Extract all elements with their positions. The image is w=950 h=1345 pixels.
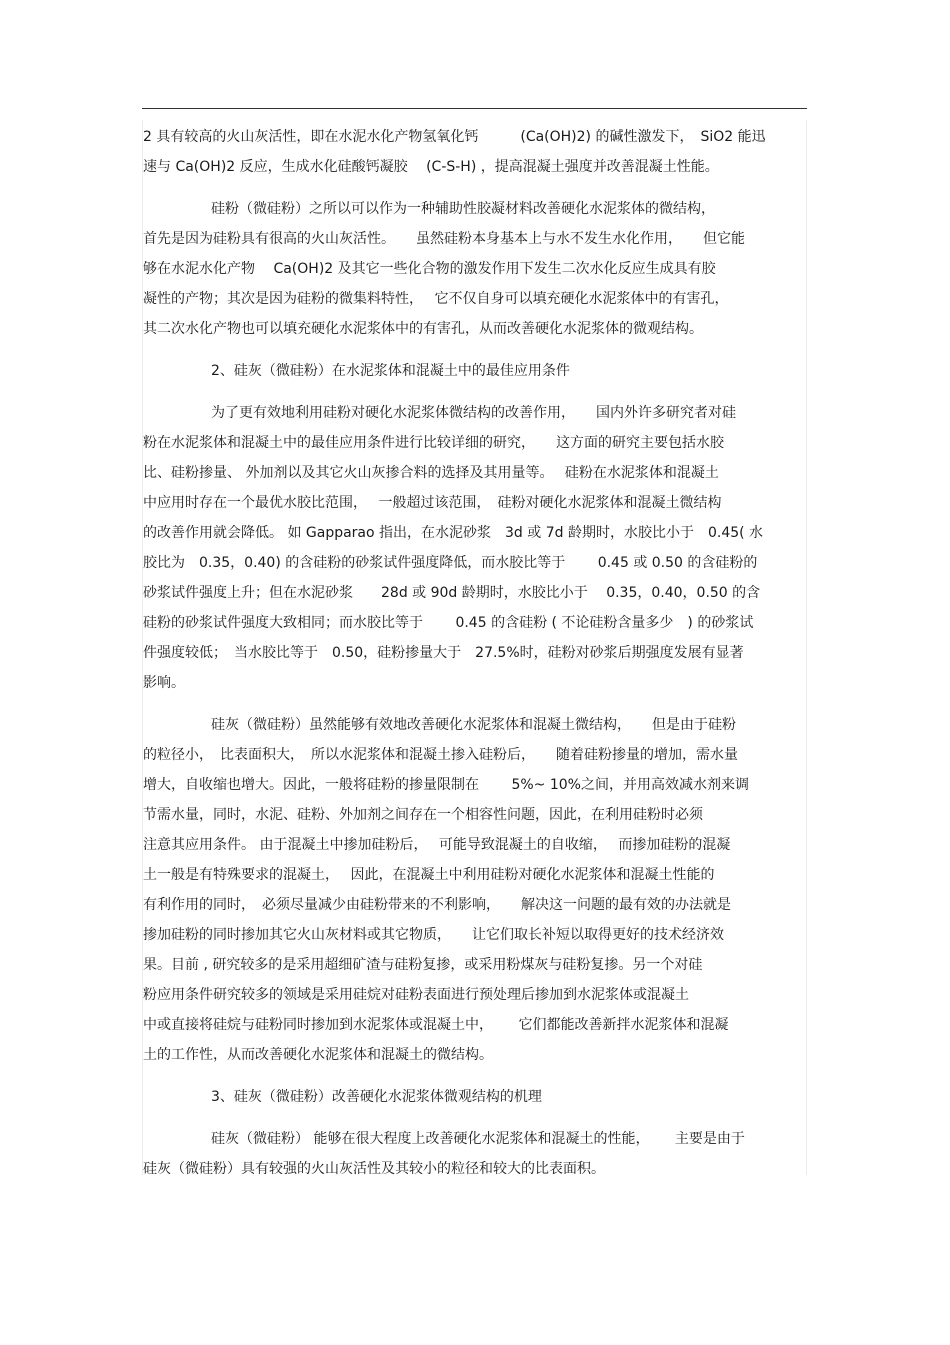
text-line: 2、硅灰（微硅粉）在水泥浆体和混凝土中的最佳应用条件: [211, 363, 570, 379]
text-line: 速与 Ca(OH)2 反应，生成水化硅酸钙凝胶 (C-S-H) ，提高混凝土强度并改善混凝土性能。: [143, 159, 719, 175]
text-line: 土的工作性，从而改善硬化水泥浆体和混凝土的微结构。: [143, 1047, 493, 1063]
text-line: 件强度较低； 当水胶比等于 0.50，硅粉掺量大于 27.5%时，硅粉对砂浆后期强度发展有显著: [143, 645, 744, 661]
paragraph-gap: [143, 182, 807, 194]
text-line: 砂浆试件强度上升；但在水泥砂浆 28d 或 90d 龄期时，水胶比小于 0.35，0.40，0.50 的含: [143, 585, 761, 601]
paragraph-gap: [143, 386, 807, 398]
text-line: 中应用时存在一个最优水胶比范围， 一般超过该范围， 硅粉对硬化水泥浆体和混凝土微结构: [143, 495, 722, 511]
text-line: 2 具有较高的火山灰活性，即在水泥水化产物氢氧化钙 (Ca(OH)2) 的碱性激发下， SiO2 能迅: [143, 129, 766, 145]
paragraph: [143, 1124, 807, 1184]
text-line: 其二次水化产物也可以填充硬化水泥浆体中的有害孔，从而改善硬化水泥浆体的微观结构。: [143, 321, 703, 337]
text-line: 土一般是有特殊要求的混凝土， 因此，在混凝土中利用硅粉对硬化水泥浆体和混凝土性能的: [143, 867, 715, 883]
document-body: [143, 122, 807, 1184]
text-line: 硅灰（微硅粉）具有较强的火山灰活性及其较小的粒径和较大的比表面积。: [143, 1161, 605, 1177]
text-line: 硅粉的砂浆试件强度大致相同；而水胶比等于 0.45 的含硅粉 ( 不论硅粉含量多少 ) 的砂浆试: [143, 615, 754, 631]
text-line: 果。目前 , 研究较多的是采用超细矿渣与硅粉复掺，或采用粉煤灰与硅粉复掺。另一个对硅: [143, 957, 703, 973]
text-line: 3、硅灰（微硅粉）改善硬化水泥浆体微观结构的机理: [211, 1089, 542, 1105]
paragraph-gap: [143, 1070, 807, 1082]
paragraph: [143, 1082, 807, 1112]
text-line: 为了更有效地利用硅粉对硬化水泥浆体微结构的改善作用， 国内外许多研究者对硅: [211, 405, 736, 421]
header-rule: [142, 108, 807, 109]
text-line: 的粒径小， 比表面积大， 所以水泥浆体和混凝土掺入硅粉后， 随着硅粉掺量的增加，需水量: [143, 747, 738, 763]
text-line: 胶比为 0.35，0.40) 的含硅粉的砂浆试件强度降低，而水胶比等于 0.45 或 0.50 的含硅粉的: [143, 555, 758, 571]
text-line: 硅粉（微硅粉）之所以可以作为一种辅助性胶凝材料改善硬化水泥浆体的微结构，: [211, 201, 715, 217]
paragraph-gap: [143, 698, 807, 710]
text-line: 注意其应用条件。 由于混凝土中掺加硅粉后， 可能导致混凝土的自收缩， 而掺加硅粉的混凝: [143, 837, 731, 853]
text-line: 节需水量，同时，水泥、硅粉、外加剂之间存在一个相容性问题，因此，在利用硅粉时必须: [143, 807, 703, 823]
text-line: 的改善作用就会降低。 如 Gapparao 指出，在水泥砂浆 3d 或 7d 龄期时，水胶比小于 0.45( 水: [143, 525, 764, 541]
text-line: 有利作用的同时， 必须尽量减少由硅粉带来的不利影响， 解决这一问题的最有效的办法就是: [143, 897, 731, 913]
paragraph: [143, 122, 807, 182]
text-line: 凝性的产物；其次是因为硅粉的微集料特性， 它不仅自身可以填充硬化水泥浆体中的有害孔，: [143, 291, 729, 307]
text-line: 影响。: [143, 675, 185, 691]
text-line: 首先是因为硅粉具有很高的火山灰活性。 虽然硅粉本身基本上与水不发生水化作用， 但它能: [143, 231, 745, 247]
text-line: 粉在水泥浆体和混凝土中的最佳应用条件进行比较详细的研究， 这方面的研究主要包括水胶: [143, 435, 724, 451]
text-line: 硅灰（微硅粉） 能够在很大程度上改善硬化水泥浆体和混凝土的性能， 主要是由于: [211, 1131, 745, 1147]
text-line: 硅灰（微硅粉）虽然能够有效地改善硬化水泥浆体和混凝土微结构， 但是由于硅粉: [211, 717, 736, 733]
text-line: 够在水泥水化产物 Ca(OH)2 及其它一些化合物的激发作用下发生二次水化反应生成具有胶: [143, 261, 716, 277]
text-line: 掺加硅粉的同时掺加其它火山灰材料或其它物质， 让它们取长补短以取得更好的技术经济效: [143, 927, 724, 943]
paragraph: [143, 398, 807, 698]
paragraph: [143, 194, 807, 344]
text-line: 粉应用条件研究较多的领域是采用硅烷对硅粉表面进行预处理后掺加到水泥浆体或混凝土: [143, 987, 689, 1003]
text-line: 中或直接将硅烷与硅粉同时掺加到水泥浆体或混凝土中， 它们都能改善新拌水泥浆体和混凝: [143, 1017, 729, 1033]
text-line: 比、硅粉掺量、 外加剂以及其它火山灰掺合料的选择及其用量等。 硅粉在水泥浆体和混凝土: [143, 465, 719, 481]
text-line: 增大，自收缩也增大。因此，一般将硅粉的掺量限制在 5%~ 10%之间，并用高效减水剂来调: [143, 777, 749, 793]
paragraph-gap: [143, 1112, 807, 1124]
paragraph: [143, 356, 807, 386]
paragraph-gap: [143, 344, 807, 356]
paragraph: [143, 710, 807, 1070]
